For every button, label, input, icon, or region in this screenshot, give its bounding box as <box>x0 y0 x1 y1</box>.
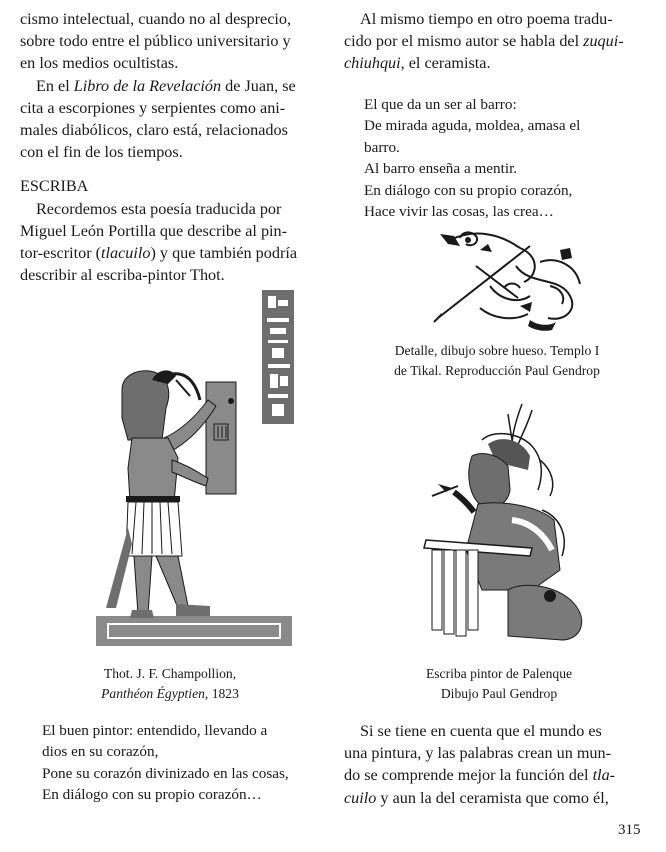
text-line: una pintura, y las palabras crean un mun- <box>344 744 611 763</box>
poem-line: En diálogo con su propio corazón… <box>42 786 262 804</box>
text-line: describir al escriba-pintor Thot. <box>20 266 225 285</box>
poem-line: barro. <box>364 138 400 156</box>
caption-line: Escriba pintor de Palenque <box>425 666 573 681</box>
italic-title: Libro de la Revelación <box>73 76 222 95</box>
page-number: 315 <box>618 822 641 838</box>
thot-figure-illustration <box>92 288 314 658</box>
palenque-caption <box>372 664 626 704</box>
caption-line: Thot. J. F. Champollion, <box>103 666 237 681</box>
italic-title: Panthéon Égyptien <box>101 686 205 701</box>
right-bottom-paragraph <box>344 720 648 809</box>
text-segment: y aun la del ceramista que como él, <box>376 788 609 807</box>
poem-line: El que da un ser al barro: <box>364 96 517 113</box>
poem-buen-pintor <box>42 720 326 806</box>
poem-line: De mirada aguda, moldea, amasa el <box>364 117 581 135</box>
italic-term: tla- <box>592 766 616 785</box>
text-segment: tor-escritor ( <box>20 244 102 263</box>
italic-term: zuqui- <box>583 32 624 51</box>
text-line: en los medios ocultistas. <box>20 54 179 73</box>
text-line: males diabólicos, claro está, relacionados <box>20 121 288 140</box>
poem-ceramista <box>364 94 646 222</box>
text-segment: do se comprende mejor la función del <box>344 766 593 785</box>
poem-line: Al barro enseña a mentir. <box>364 160 518 178</box>
paragraph-ceramista <box>344 8 648 75</box>
poem-line: En diálogo con su propio corazón, <box>364 181 573 199</box>
text-line: Miguel León Portilla que describe al pin- <box>20 221 288 240</box>
caption-line: Dibujo Paul Gendrop <box>440 686 558 701</box>
italic-term: tlacuilo <box>101 244 151 263</box>
left-column-text <box>20 8 324 286</box>
text-line: con el fin de los tiempos. <box>20 143 183 162</box>
right-column-text <box>344 8 648 75</box>
text-line: sobre todo entre el público universitario y <box>20 32 291 51</box>
text-segment: de Juan, se <box>221 76 296 95</box>
bone-drawing-caption <box>360 341 634 381</box>
poem-line: El buen pintor: entendido, llevando a <box>42 722 268 739</box>
text-line: cita a escorpiones y serpientes como ani- <box>20 98 286 117</box>
caption-line <box>40 684 300 704</box>
text-line: Si se tiene en cuenta que el mundo es <box>360 722 602 740</box>
paragraph-tlacuilo <box>344 720 648 809</box>
text-segment: cido por el mismo autor se habla del <box>344 32 584 51</box>
caption-line: Detalle, dibujo sobre hueso. Templo I <box>394 343 600 358</box>
poem-line: Pone su corazón divinizado en las cosas, <box>42 764 289 782</box>
paragraph-escriba <box>20 198 324 287</box>
text-segment: , el ceramista. <box>400 54 491 73</box>
text-segment: ) y que también podría <box>150 244 298 263</box>
poem-line: dios en su corazón, <box>42 743 159 761</box>
text-segment: En el <box>36 76 74 95</box>
paragraph-revelacion <box>20 75 324 164</box>
poem-line: Hace vivir las cosas, las crea… <box>364 203 554 221</box>
text-line: Recordemos esta poesía traducida por <box>36 199 282 218</box>
italic-term: cuilo <box>344 788 377 807</box>
tikal-bone-drawing <box>420 226 590 334</box>
italic-term: chiuhqui <box>344 54 401 73</box>
caption-segment: , 1823 <box>204 686 239 701</box>
section-heading: ESCRIBA <box>20 177 89 196</box>
paragraph-continuation <box>20 8 324 75</box>
caption-line: de Tikal. Reproducción Paul Gendrop <box>394 363 600 378</box>
text-line: cismo intelectual, cuando no al desprecio, <box>20 10 292 28</box>
text-line: Al mismo tiempo en otro poema tradu- <box>360 10 613 28</box>
thot-caption <box>40 664 300 704</box>
palenque-scribe-illustration <box>412 400 598 650</box>
